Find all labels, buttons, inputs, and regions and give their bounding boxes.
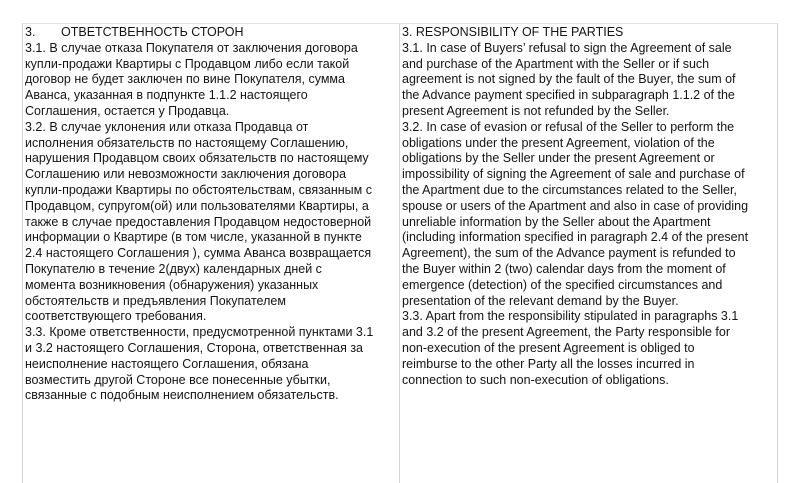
english-line: the Advance payment specified in subparagraph 1.1.2 of the [402, 88, 735, 103]
english-line: non-execution of the present Agreement is obliged to [402, 340, 695, 355]
russian-line: также в случае предоставления Продавцом недостоверной [25, 214, 372, 229]
russian-line: обстоятельств и предъявления Покупателем [25, 293, 286, 308]
russian-line: информации о Квартире (в том числе, указанной в пункте [25, 230, 362, 245]
bilingual-table [22, 23, 778, 483]
english-line: Agreement), the sum of the Advance payment is refunded to [402, 246, 736, 261]
english-line: unreliable information by the Seller about the Apartment [402, 214, 711, 229]
russian-line: Аванса, указанная в подпункте 1.1.2 настоящего [25, 88, 308, 103]
english-line: 3.1. In case of Buyers’ refusal to sign the Agreement of sale [402, 40, 732, 55]
english-line: presentation of the relevant demand by the Buyer. [402, 293, 679, 308]
russian-line: 3.2. В случае уклонения или отказа Продавца от [25, 119, 309, 134]
russian-line: связанные с подобным неисполнением обязательств. [25, 388, 339, 403]
column-divider [399, 24, 400, 483]
english-line: and purchase of the Apartment with the Seller or if such [402, 56, 710, 71]
english-line: and 3.2 of the present Agreement, the Party responsible for [402, 325, 730, 340]
english-line: the Apartment due to the circumstances related to the Seller, [402, 182, 737, 197]
russian-line: Соглашения, остается у Продавца. [25, 103, 230, 118]
english-heading: 3. RESPONSIBILITY OF THE PARTIES [402, 25, 624, 39]
russian-line: нарушения Продавцом своих обязательств по настоящему [25, 151, 369, 166]
english-line: obligations under the present Agreement, violation of the [402, 135, 715, 150]
russian-line: 3.3. Кроме ответственности, предусмотренной пунктами 3.1 [25, 325, 374, 340]
english-line: reimburse to the other Party all the losses incurred in [402, 356, 695, 371]
russian-heading [25, 25, 397, 41]
russian-line: момента возникновения (обнаружения) указанных [25, 277, 319, 292]
english-line: 3.2. In case of evasion or refusal of the Seller to perform the [402, 119, 735, 134]
russian-line: неисполнение настоящего Соглашения, обязана [25, 356, 309, 371]
english-line: (including information specified in paragraph 2.4 of the present [402, 230, 749, 245]
english-line: the Buyer within 2 (two) calendar days from the moment of [402, 261, 726, 276]
russian-line: Продавцом, супругом(ой) или пользователями Квартиры, а [25, 198, 369, 213]
russian-column [25, 25, 397, 404]
english-column [402, 25, 778, 388]
russian-line: и 3.2 настоящего Соглашения, Сторона, ответственная за [25, 340, 364, 355]
russian-line: 2.4 настоящего Соглашения ), сумма Аванса возвращается [25, 246, 372, 261]
english-line: present Agreement is not refunded by the Seller. [402, 103, 670, 118]
russian-line: купли-продажи Квартиры по обстоятельствам, связанным с [25, 182, 372, 197]
russian-line: договор не будет заключен по вине Покупателя, сумма [25, 72, 345, 87]
english-line: impossibility of signing the Agreement of sale and purchase of [402, 167, 745, 182]
russian-line: купли-продажи Квартиры с Продавцом либо если такой [25, 56, 350, 71]
russian-heading-number: 3. [25, 25, 36, 39]
russian-line: Соглашению или невозможности заключения договора [25, 167, 347, 182]
english-line: emergence (detection) of the specified circumstances and [402, 277, 723, 292]
russian-line: соответствующего требования. [25, 309, 207, 324]
russian-line: исполнения обязательств по настоящему Соглашению, [25, 135, 349, 150]
english-line: connection to such non-execution of obligations. [402, 372, 669, 387]
russian-line: Покупателю в течение 2(двух) календарных дней с [25, 261, 322, 276]
english-line: obligations by the Seller under the present Agreement or [402, 151, 715, 166]
english-line: spouse or users of the Apartment and also in case of providing [402, 198, 749, 213]
russian-line: 3.1. В случае отказа Покупателя от заключения договора [25, 40, 358, 55]
russian-line: возместить другой Стороне все понесенные убытки, [25, 372, 331, 387]
english-line: agreement is not signed by the fault of the Buyer, the sum of [402, 72, 736, 87]
russian-heading-title: ОТВЕТСТВЕННОСТЬ СТОРОН [61, 25, 244, 39]
english-line: 3.3. Apart from the responsibility stipulated in paragraphs 3.1 [402, 309, 739, 324]
